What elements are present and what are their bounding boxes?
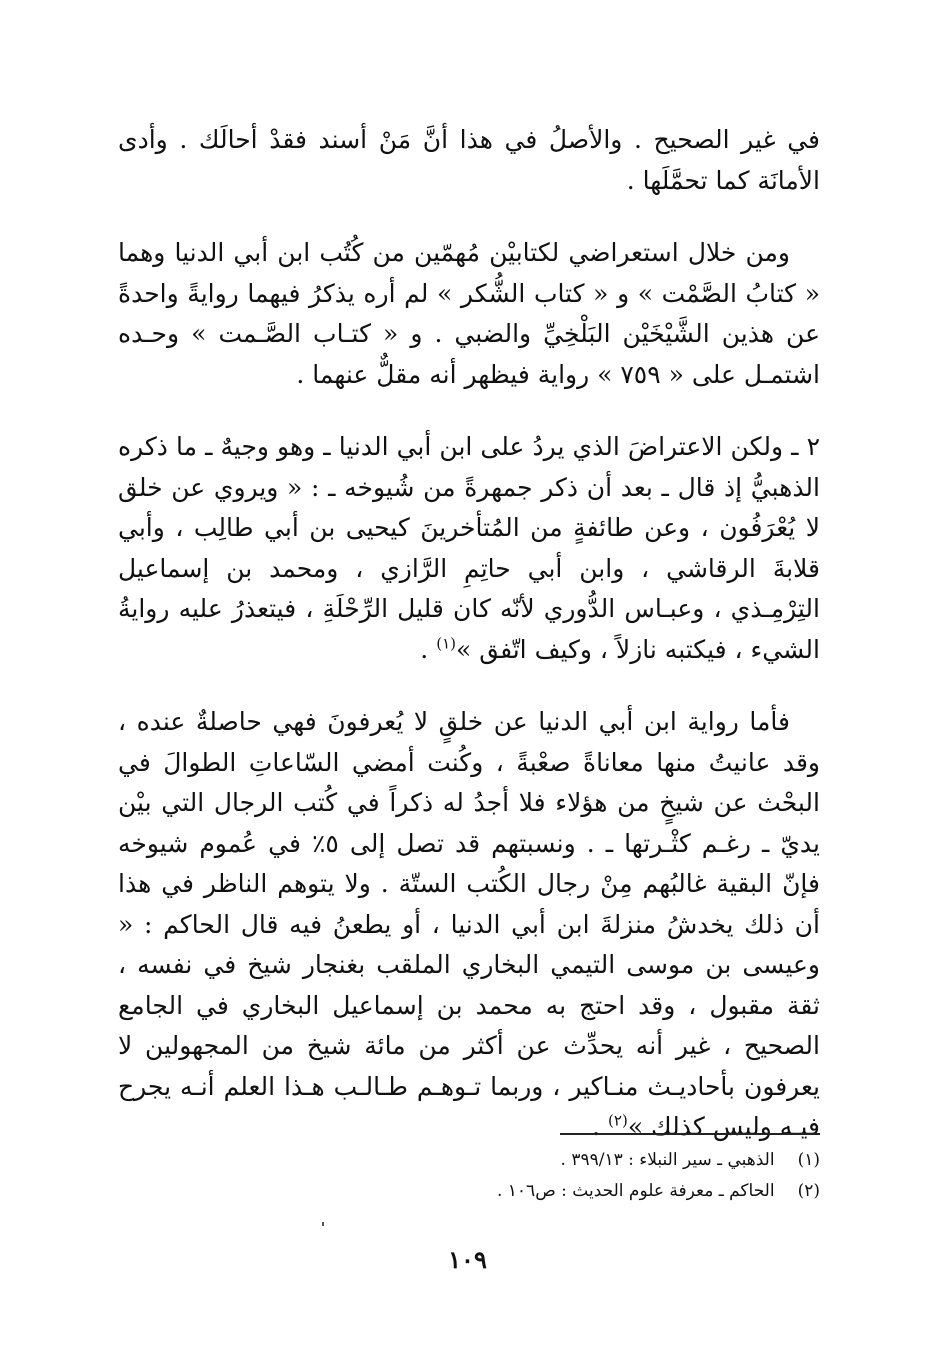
footnote-1 bbox=[380, 1145, 820, 1176]
footnote-2-text: الحاكم ـ معرفة علوم الحديث : ص١٠٦ . bbox=[496, 1181, 775, 1201]
paragraph-1 bbox=[118, 120, 820, 201]
scan-speck bbox=[322, 1222, 324, 1226]
footnote-1-text: الذهبي ـ سير النبلاء : ٣٩٩/١٣ . bbox=[560, 1150, 775, 1170]
paragraph-3 bbox=[118, 427, 820, 670]
paragraph-4 bbox=[118, 702, 820, 1148]
footnote-ref-1[interactable]: (١) bbox=[436, 634, 456, 653]
paragraph-3-tail: . bbox=[420, 634, 437, 664]
paragraph-3-text: ٢ ـ ولكن الاعتراضَ الذي يردُ على ابن أبي الدنيا ـ وهو وجيهٌ ـ ما ذكره الذهبيُّ إذ قال ـ بعد أن ذكر جمهرةً من شُيوخه ـ : « ويروي عن خلق لا يُعْرَفُون ، وعن طائفةٍ من المُتأخرينَ كيحيى بن أبي طالِب ، وأبي قلابةَ الرقاشي ، وابن أبي حاتِمِ الرَّازي ، ومحمد بن إسماعيل التِرْمِـذي ، وعبـاس الدُّوري لأنّه كان قليل الرِّحْلَةِ ، فيتعذرُ عليه روايةُ الشيء ، فيكتبه نازلاً ، وكيف اتّفق » bbox=[118, 432, 820, 664]
paragraph-4-text: فأما رواية ابن أبي الدنيا عن خلقٍ لا يُعرفونَ فهي حاصلةٌ عنده ، وقد عانيتُ منها معاناةً صعْبةً ، وكُنت أمضي السّاعاتِ الطوالَ في البحْث عن شيخٍ من هؤلاء فلا أجدُ له ذكراً في كُتب الرجال التي بيْن يديّ ـ رغـم كثْـرتها ـ . ونسبتهم قد تصل إلى ٥٪ في عُموم شيوخه فإنّ البقية غالبُهم مِنْ رجال الكُتب الستّة . ولا يتوهم الناظر في هذا أن ذلك يخدشُ منزلةَ ابن أبي الدنيا ، أو يطعنُ فيه قال الحاكم : « وعيسى بن موسى التيمي البخاري الملقب بغنجار شيخ في نفسه ، ثقة مقبول ، وقد احتج به محمد بن إسماعيل البخاري في الجامع الصحيح ، غير أنه يحدِّث عن أكثر من مائة شيخ من المجهولين لا يعرفون بأحاديـث منـاكير ، وربما تـوهـم طـالـب هـذا العلم أنـه يجرح فيـه وليس كذلك » bbox=[118, 707, 820, 1141]
paragraph-2 bbox=[118, 233, 820, 395]
footnotes bbox=[380, 1145, 820, 1207]
footnote-2-number: (٢) bbox=[797, 1181, 820, 1201]
page-number: ١٠٩ bbox=[448, 1245, 487, 1274]
footnote-ref-2[interactable]: (٢) bbox=[608, 1111, 628, 1130]
footnote-1-number: (١) bbox=[797, 1150, 820, 1170]
paragraph-4-tail: . bbox=[592, 1112, 609, 1141]
main-text bbox=[118, 120, 820, 1180]
paragraph-2-text: ومن خلال استعراضي لكتابيْن مُهمّين من كُتُب ابن أبي الدنيا وهما « كتابُ الصَّمْت » و « كتاب الشُّكر » لم أره يذكرُ فيهما روايةً واحدةً عن هذين الشَّيْخَيْن البَلْخِيِّ والضبي . و « كتـاب الصَّـمت » وحـده اشتمـل على « ٧٥٩ » رواية فيظهر أنه مقلٌّ عنهما . bbox=[118, 238, 820, 389]
paragraph-1-text: في غير الصحيح . والأصلُ في هذا أنَّ مَنْ أسند فقدْ أحالَك . وأدى الأمانَة كما تحمَّلَها . bbox=[118, 125, 820, 195]
footnote-2 bbox=[380, 1176, 820, 1207]
footnote-separator bbox=[560, 1133, 820, 1135]
